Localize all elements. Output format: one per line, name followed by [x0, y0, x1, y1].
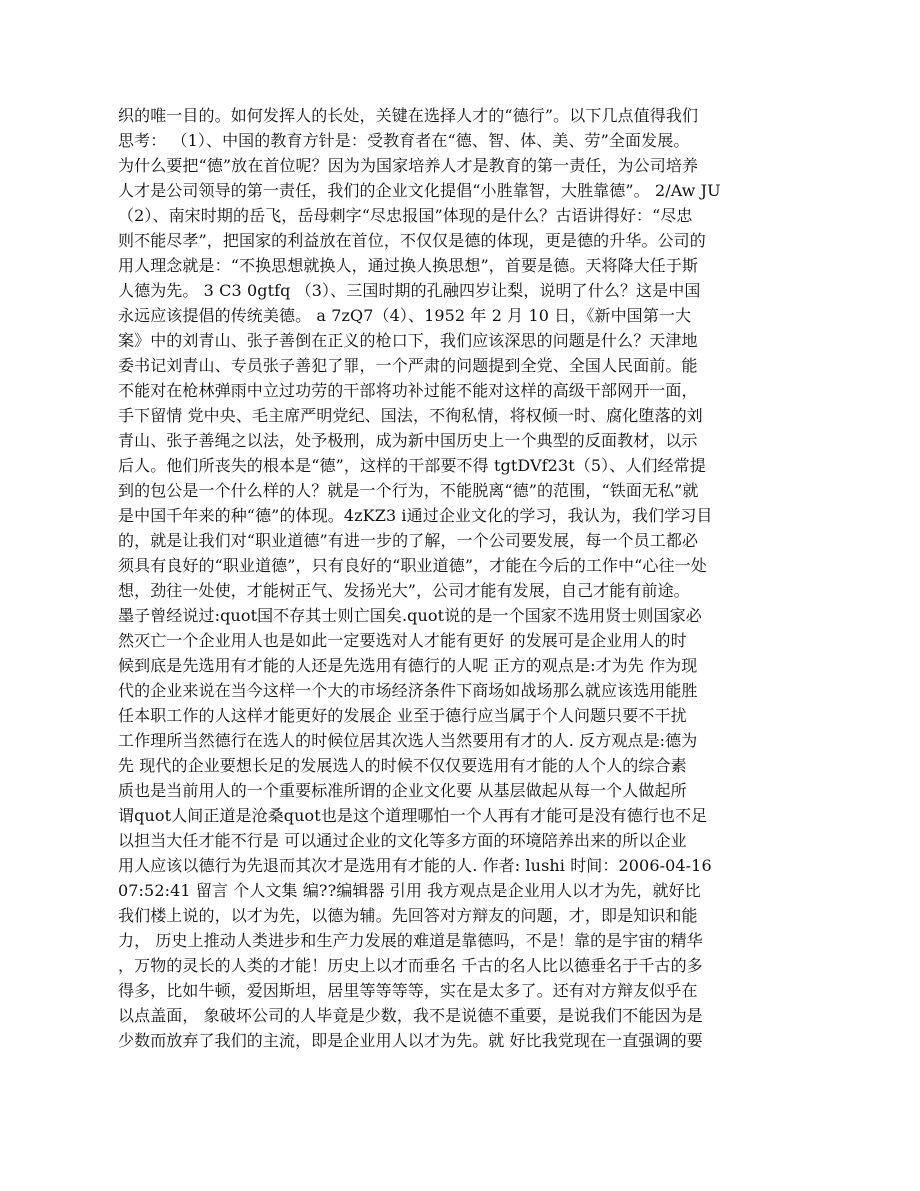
text-line: 青山、张子善绳之以法，处予极刑，成为新中国历史上一个典型的反面教材，以示 — [118, 431, 698, 450]
text-line: 质也是当前用人的一个重要标准所谓的企业文化要 从基层做起从每一个人做起所 — [118, 781, 687, 800]
text-line: 先 现代的企业要想长足的发展选人的时候不仅仅要选用有才能的人个人的综合素 — [118, 756, 687, 775]
text-line: 少数而放弃了我们的主流，即是企业用人以才为先。就 好比我党现在一直强调的要 — [118, 1031, 703, 1050]
text-line: 墨子曾经说过:quot国不存其士则亡国矣.quot说的是一个国家不选用贤士则国家必 — [118, 606, 702, 625]
text-line: 以点盖面， 象破坏公司的人毕竟是少数，我不是说德不重要，是说我们不能因为是 — [118, 1006, 703, 1025]
text-line: 得多，比如牛顿，爱因斯坦，居里等等等等，实在是太多了。还有对方辩友似乎在 — [118, 981, 698, 1000]
text-line: 人才是公司领导的第一责任，我们的企业文化提倡“小胜靠智，大胜靠德”。 2/Aw JU — [118, 181, 721, 200]
text-line: 想，劲往一处使，才能树正气、发扬光大”，公司才能有发展，自己才能有前途。 — [118, 581, 690, 600]
text-line: 谓quot人间正道是沧桑quot也是这个道理哪怕一个人再有才能可是没有德行也不足 — [118, 806, 708, 825]
text-line: （2）、南宋时期的岳飞，岳母刺字“尽忠报国”体现的是什么？古语讲得好：“尽忠 — [118, 206, 693, 225]
text-line: 用人应该以德行为先退而其次才是选用有才能的人. 作者: lushi 时间：2006-04-16 — [118, 856, 712, 875]
text-line: 是中国千年来的种“德”的体现。4zKZ3 i通过企业文化的学习，我认为，我们学习目 — [118, 506, 713, 525]
text-line: 代的企业来说在当今这样一个大的市场经济条件下商场如战场那么就应该选用能胜 — [118, 681, 698, 700]
text-line: 人德为先。 3 C3 0gtfq （3）、三国时期的孔融四岁让梨，说明了什么？这是中国 — [118, 281, 701, 300]
text-line: 然灭亡一个企业用人也是如此一定要选对人才能有更好 的发展可是企业用人的时 — [118, 631, 687, 650]
text-line: 手下留情 党中央、毛主席严明党纪、国法，不徇私情，将权倾一时、腐化堕落的刘 — [118, 406, 703, 425]
text-line: 委书记刘青山、专员张子善犯了罪，一个严肃的问题提到全党、全国人民面前。能 — [118, 356, 698, 375]
text-line: 为什么要把“德”放在首位呢？因为为国家培养人才是教育的第一责任，为公司培养 — [118, 156, 699, 175]
text-line: 须具有良好的“职业道德”，只有良好的“职业道德”，才能在今后的工作中“心往一处 — [118, 556, 707, 575]
document-body-text — [118, 103, 808, 1053]
text-line: 不能对在枪林弹雨中立过功劳的干部将功补过能不能对这样的高级干部网开一面， — [118, 381, 698, 400]
text-line: 后人。他们所丧失的根本是“德”，这样的干部要不得 tgtDVf23t（5）、人们经常提 — [118, 456, 706, 475]
text-line: 永远应该提倡的传统美德。 a 7zQ7（4）、1952 年 2 月 10 日，《新中国第一大 — [118, 306, 692, 325]
text-line: 用人理念就是：“不换思想就换人，通过换人换思想”，首要是德。天将降大任于斯 — [118, 256, 699, 275]
text-line: 案》中的刘青山、张子善倒在正义的枪口下，我们应该深思的问题是什么？天津地 — [118, 331, 698, 350]
text-line: 则不能尽孝”，把国家的利益放在首位，不仅仅是德的体现，更是德的升华。公司的 — [118, 231, 706, 250]
text-line: 到的包公是一个什么样的人？就是一个行为，不能脱离“德”的范围，“铁面无私”就 — [118, 481, 699, 500]
text-line: 织的唯一目的。如何发挥人的长处，关键在选择人才的“德行”。以下几点值得我们 — [118, 106, 699, 125]
text-line: 的，就是让我们对“职业道德”有进一步的了解，一个公司要发展，每一个员工都必 — [118, 531, 699, 550]
text-line: 以担当大任才能不行是 可以通过企业的文化等多方面的环境陪养出来的所以企业 — [118, 831, 687, 850]
text-line: 候到底是先选用有才能的人还是先选用有德行的人呢 正方的观点是:才为先 作为现 — [118, 656, 698, 675]
text-line: 我们楼上说的，以才为先，以德为辅。先回答对方辩友的问题，才，即是知识和能 — [118, 906, 698, 925]
text-line: 力， 历史上推动人类进步和生产力发展的难道是靠德吗，不是！靠的是宇宙的精华 — [118, 931, 703, 950]
text-line: 07:52:41 留言 个人文集 编??编辑器 引用 我方观点是企业用人以才为先，就好比 — [118, 881, 701, 900]
text-line: 工作理所当然德行在选人的时候位居其次选人当然要用有才的人. 反方观点是:德为 — [118, 731, 698, 750]
text-line: 任本职工作的人这样才能更好的发展企 业至于德行应当属于个人问题只要不干扰 — [118, 706, 687, 725]
text-line: ，万物的灵长的人类的才能！历史上以才而垂名 千古的名人比以德垂名于千古的多 — [118, 956, 703, 975]
text-line: 思考： （1）、中国的教育方针是：受教育者在“德、智、体、美、劳”全面发展。 — [118, 131, 690, 150]
